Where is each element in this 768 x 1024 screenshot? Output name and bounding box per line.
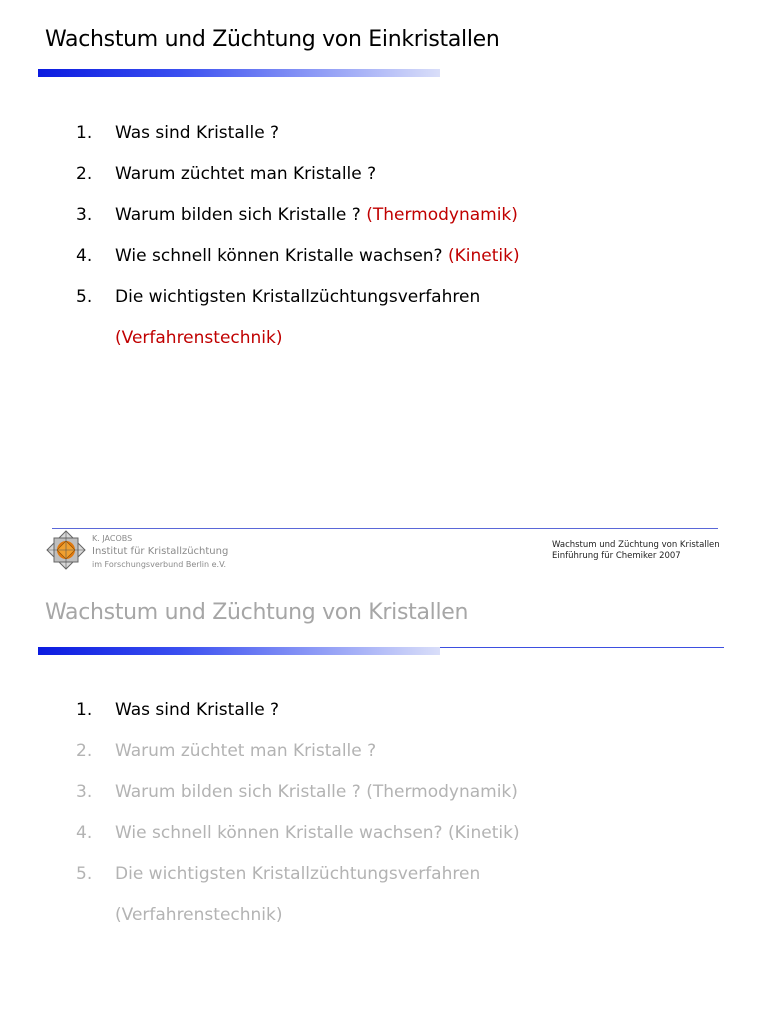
item-number: 1. xyxy=(76,123,93,143)
item-number: 5. xyxy=(76,287,93,307)
agenda-item-1 xyxy=(76,123,279,143)
item-text: Wie schnell können Kristalle wachsen? xyxy=(115,246,443,266)
title-underline-line xyxy=(440,647,724,648)
agenda-item-4 xyxy=(76,246,520,266)
slide-1-title: Wachstum und Züchtung von Einkristallen xyxy=(45,27,500,52)
item-note-kinetik: (Kinetik) xyxy=(447,823,520,843)
item-text: Was sind Kristalle ? xyxy=(115,123,280,143)
item-text: Warum züchtet man Kristalle ? xyxy=(115,741,377,761)
course-subtitle: Einführung für Chemiker 2007 xyxy=(552,551,681,561)
item-note-thermodynamik: (Thermodynamik) xyxy=(366,782,518,802)
item-number: 2. xyxy=(76,741,93,761)
agenda-item-5 xyxy=(76,287,480,307)
item-note-kinetik: (Kinetik) xyxy=(447,246,520,266)
title-underline-bar xyxy=(38,69,440,77)
agenda-item-2 xyxy=(76,164,376,184)
agenda-item-5-note xyxy=(76,905,283,925)
footer-divider xyxy=(52,528,718,529)
title-underline-bar xyxy=(38,647,440,655)
item-number: 1. xyxy=(76,700,93,720)
item-number: 3. xyxy=(76,205,93,225)
item-number: 3. xyxy=(76,782,93,802)
item-text: Warum bilden sich Kristalle ? xyxy=(115,205,361,225)
item-note-verfahrenstechnik: (Verfahrenstechnik) xyxy=(115,905,283,925)
slide-2-title: Wachstum und Züchtung von Kristallen xyxy=(45,600,469,625)
item-number: 4. xyxy=(76,246,93,266)
slide-2 xyxy=(0,580,768,1024)
item-number: 4. xyxy=(76,823,93,843)
author-name: K. JACOBS xyxy=(92,534,133,543)
agenda-item-4 xyxy=(76,823,520,843)
agenda-item-1-active xyxy=(76,700,279,720)
institute-affiliation: im Forschungsverbund Berlin e.V. xyxy=(92,560,227,569)
item-note-thermodynamik: (Thermodynamik) xyxy=(366,205,518,225)
institute-name: Institut für Kristallzüchtung xyxy=(92,546,229,557)
item-text: Wie schnell können Kristalle wachsen? xyxy=(115,823,443,843)
item-text: Was sind Kristalle ? xyxy=(115,700,280,720)
agenda-item-2 xyxy=(76,741,376,761)
item-number: 2. xyxy=(76,164,93,184)
agenda-item-5 xyxy=(76,864,480,884)
item-text: Die wichtigsten Kristallzüchtungsverfahren xyxy=(115,864,481,884)
agenda-item-3 xyxy=(76,205,518,225)
agenda-item-3 xyxy=(76,782,518,802)
item-text: Warum bilden sich Kristalle ? xyxy=(115,782,361,802)
item-text: Die wichtigsten Kristallzüchtungsverfahren xyxy=(115,287,481,307)
item-note-verfahrenstechnik: (Verfahrenstechnik) xyxy=(115,328,283,348)
agenda-item-5-note xyxy=(76,328,283,348)
course-title: Wachstum und Züchtung von Kristallen xyxy=(552,540,720,550)
item-text: Warum züchtet man Kristalle ? xyxy=(115,164,377,184)
institute-logo-icon xyxy=(46,530,86,570)
item-number: 5. xyxy=(76,864,93,884)
